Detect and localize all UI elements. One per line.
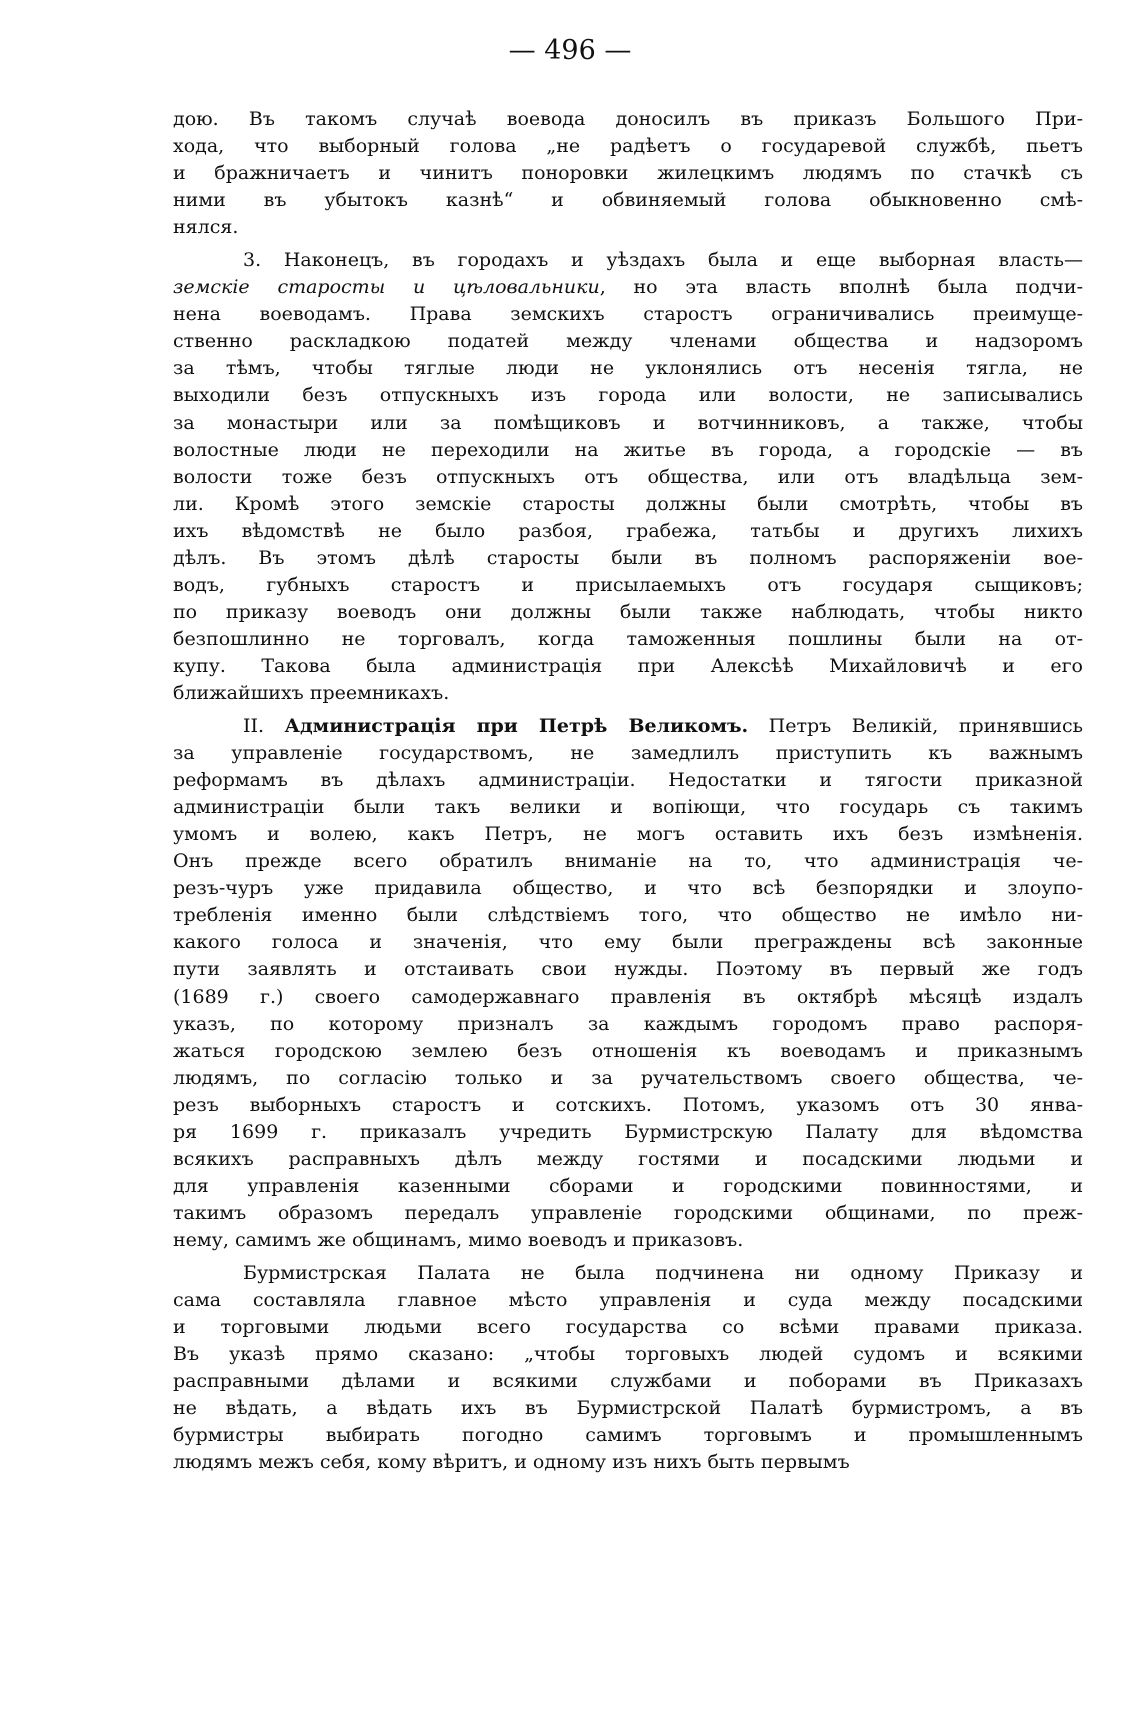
text-line <box>173 848 1083 875</box>
text-line <box>173 1146 1083 1173</box>
text-line <box>173 653 1083 680</box>
text-line <box>173 106 1083 133</box>
text-run: администраціи были такъ велики и вопіющи, что государь съ такимъ <box>173 796 1083 819</box>
text-run: ря 1699 г. приказалъ учредить Бурмистрскую Палату для вѣдомства <box>173 1120 1083 1143</box>
text-run: водъ, губныхъ старостъ и присылаемыхъ отъ государя сыщиковъ; <box>173 573 1083 596</box>
text-line <box>173 1395 1083 1422</box>
text-run: за тѣмъ, чтобы тяглые люди не уклонялись отъ несенія тягла, не <box>173 357 1083 380</box>
text-line <box>173 382 1083 409</box>
section-heading: Администрація при Петрѣ Великомъ. <box>284 715 749 738</box>
text-line <box>173 1422 1083 1449</box>
text-line <box>173 1287 1083 1314</box>
emphasis-text: земскіе старосты и цѣловальники <box>173 276 600 299</box>
text-line <box>173 767 1083 794</box>
text-run: указъ, по которому призналъ за каждымъ городомъ право распоря- <box>173 1012 1083 1035</box>
text-line <box>173 1314 1083 1341</box>
text-run: (1689 г.) своего самодержавнаго правленія въ октябрѣ мѣсяцѣ издалъ <box>173 985 1083 1008</box>
text-line <box>173 437 1083 464</box>
text-run: не вѣдать, а вѣдать ихъ въ Бурмистрской Палатѣ бурмистромъ, а въ <box>173 1397 1083 1420</box>
text-line <box>173 1200 1083 1227</box>
text-run: Бурмистрская Палата не была подчинена ни одному Приказу и <box>243 1261 1083 1284</box>
text-line <box>173 545 1083 572</box>
text-line <box>173 518 1083 545</box>
text-run: требленія именно были слѣдствіемъ того, что общество не имѣло ни- <box>173 904 1083 927</box>
text-run: и бражничаетъ и чинитъ поноровки жилецкимъ людямъ по стачкѣ съ <box>173 162 1083 185</box>
text-run: умомъ и волею, какъ Петръ, не могъ оставить ихъ безъ измѣненія. <box>173 823 1083 846</box>
text-line <box>173 599 1083 626</box>
text-run: по приказу воеводъ они должны были также наблюдать, чтобы никто <box>173 600 1083 623</box>
text-run: за управленіе государствомъ, не замедлилъ приступить къ важнымъ <box>173 742 1083 765</box>
text-run: бурмистры выбирать погодно самимъ торговымъ и промышленнымъ <box>173 1424 1083 1447</box>
text-run: ихъ вѣдомствѣ не было разбоя, грабежа, татьбы и другихъ лихихъ <box>173 519 1083 542</box>
text-line <box>173 1173 1083 1200</box>
text-line <box>173 160 1083 187</box>
text-run: пути заявлять и отстаивать свои нужды. Поэтому въ первый же годъ <box>173 958 1083 981</box>
text-line <box>173 1368 1083 1395</box>
text-line <box>173 1092 1083 1119</box>
text-run: для управленія казенными сборами и городскими повинностями, и <box>173 1174 1083 1197</box>
text-line <box>173 875 1083 902</box>
text-line <box>173 1119 1083 1146</box>
text-run: нялся. <box>173 216 239 239</box>
text-line <box>173 187 1083 214</box>
text-line <box>173 984 1083 1011</box>
text-run: купу. Такова была администрація при Алексѣѣ Михайловичѣ и его <box>173 654 1083 677</box>
text-run: , но эта власть вполнѣ была подчи- <box>599 276 1083 299</box>
text-run: такимъ образомъ передалъ управленіе городскими общинами, по преж- <box>173 1201 1083 1224</box>
text-run: хода, что выборный голова „не радѣетъ о государевой службѣ, пьетъ <box>173 135 1083 158</box>
text-run: Петръ Великій, принявшись <box>748 715 1083 738</box>
page-number: — 496 — <box>508 35 632 66</box>
text-line <box>173 1038 1083 1065</box>
text-line <box>173 572 1083 599</box>
text-line <box>173 1227 1083 1254</box>
text-line <box>173 464 1083 491</box>
text-run: нему, самимъ же общинамъ, мимо воеводъ и приказовъ. <box>173 1228 744 1251</box>
text-run: какого голоса и значенія, что ему были преграждены всѣ законные <box>173 931 1083 954</box>
text-line <box>173 1011 1083 1038</box>
text-run: Онъ прежде всего обратилъ вниманіе на то, что администрація че- <box>173 850 1083 873</box>
paragraph <box>173 247 1083 707</box>
text-line <box>173 274 1083 301</box>
text-run: людямъ межъ себя, кому вѣритъ, и одному изъ нихъ быть первымъ <box>173 1451 850 1474</box>
text-line <box>173 902 1083 929</box>
text-line <box>173 410 1083 437</box>
text-run: дою. Въ такомъ случаѣ воевода доносилъ въ приказъ Большого При- <box>173 108 1083 130</box>
text-line <box>173 301 1083 328</box>
text-line <box>173 821 1083 848</box>
text-line <box>173 133 1083 160</box>
text-run: ли. Кромѣ этого земскіе старосты должны были смотрѣть, чтобы въ <box>173 492 1083 515</box>
text-line <box>173 328 1083 355</box>
text-line <box>173 1260 1083 1287</box>
text-run: ближайшихъ преемникахъ. <box>173 681 450 704</box>
text-line <box>173 794 1083 821</box>
text-run: людямъ, по согласію только и за ручательствомъ своего общества, че- <box>173 1066 1083 1089</box>
text-line <box>173 247 1083 274</box>
text-line <box>173 929 1083 956</box>
text-run: безпошлинно не торговалъ, когда таможенныя пошлины были на от- <box>173 627 1083 650</box>
text-run: 3. Наконецъ, въ городахъ и уѣздахъ была и еще выборная власть— <box>243 249 1083 272</box>
text-run: II. <box>243 715 285 738</box>
text-run: волости тоже безъ отпускныхъ отъ общества, или отъ владѣльца зем- <box>173 465 1083 488</box>
text-run: волостные люди не переходили на житье въ города, а городскіе — въ <box>173 438 1083 461</box>
body-text <box>173 106 1083 1476</box>
text-line <box>173 1065 1083 1092</box>
text-run: всякихъ расправныхъ дѣлъ между гостями и посадскими людьми и <box>173 1147 1083 1170</box>
text-run: Въ указѣ прямо сказано: „чтобы торговыхъ людей судомъ и всякими <box>173 1343 1083 1366</box>
text-run: и торговыми людьми всего государства со всѣми правами приказа. <box>173 1316 1083 1339</box>
text-line <box>173 626 1083 653</box>
text-run: ними въ убытокъ казнѣ“ и обвиняемый голова обыкновенно смѣ- <box>173 189 1083 212</box>
text-run: ственно раскладкою податей между членами общества и надзоромъ <box>173 330 1083 353</box>
text-line <box>173 355 1083 382</box>
text-run: жаться городскою землею безъ отношенія къ воеводамъ и приказнымъ <box>173 1039 1083 1062</box>
text-line <box>173 1341 1083 1368</box>
text-line <box>173 956 1083 983</box>
text-run: нена воеводамъ. Права земскихъ старостъ ограничивались преимуще- <box>173 303 1083 326</box>
paragraph <box>173 1260 1083 1476</box>
text-line <box>173 214 1083 241</box>
text-line <box>173 740 1083 767</box>
text-run: за монастыри или за помѣщиковъ и вотчинниковъ, а также, чтобы <box>173 411 1083 434</box>
text-run: сама составляла главное мѣсто управленія и суда между посадскими <box>173 1289 1083 1312</box>
paragraph <box>173 106 1083 241</box>
text-run: резъ-чуръ уже придавила общество, и что всѣ безпорядки и злоупо- <box>173 877 1083 900</box>
text-line <box>173 713 1083 740</box>
text-run: резъ выборныхъ старостъ и сотскихъ. Потомъ, указомъ отъ 30 янва- <box>173 1093 1083 1116</box>
text-run: выходили безъ отпускныхъ изъ города или волости, не записывались <box>173 384 1083 407</box>
paragraph <box>173 713 1083 1254</box>
text-line <box>173 680 1083 707</box>
text-run: дѣлъ. Въ этомъ дѣлѣ старосты были въ полномъ распоряженіи вое- <box>173 546 1083 569</box>
text-run: расправными дѣлами и всякими службами и поборами въ Приказахъ <box>173 1370 1083 1393</box>
text-run: реформамъ въ дѣлахъ администраціи. Недостатки и тягости приказной <box>173 769 1083 792</box>
text-line <box>173 491 1083 518</box>
text-line <box>173 1449 1083 1476</box>
